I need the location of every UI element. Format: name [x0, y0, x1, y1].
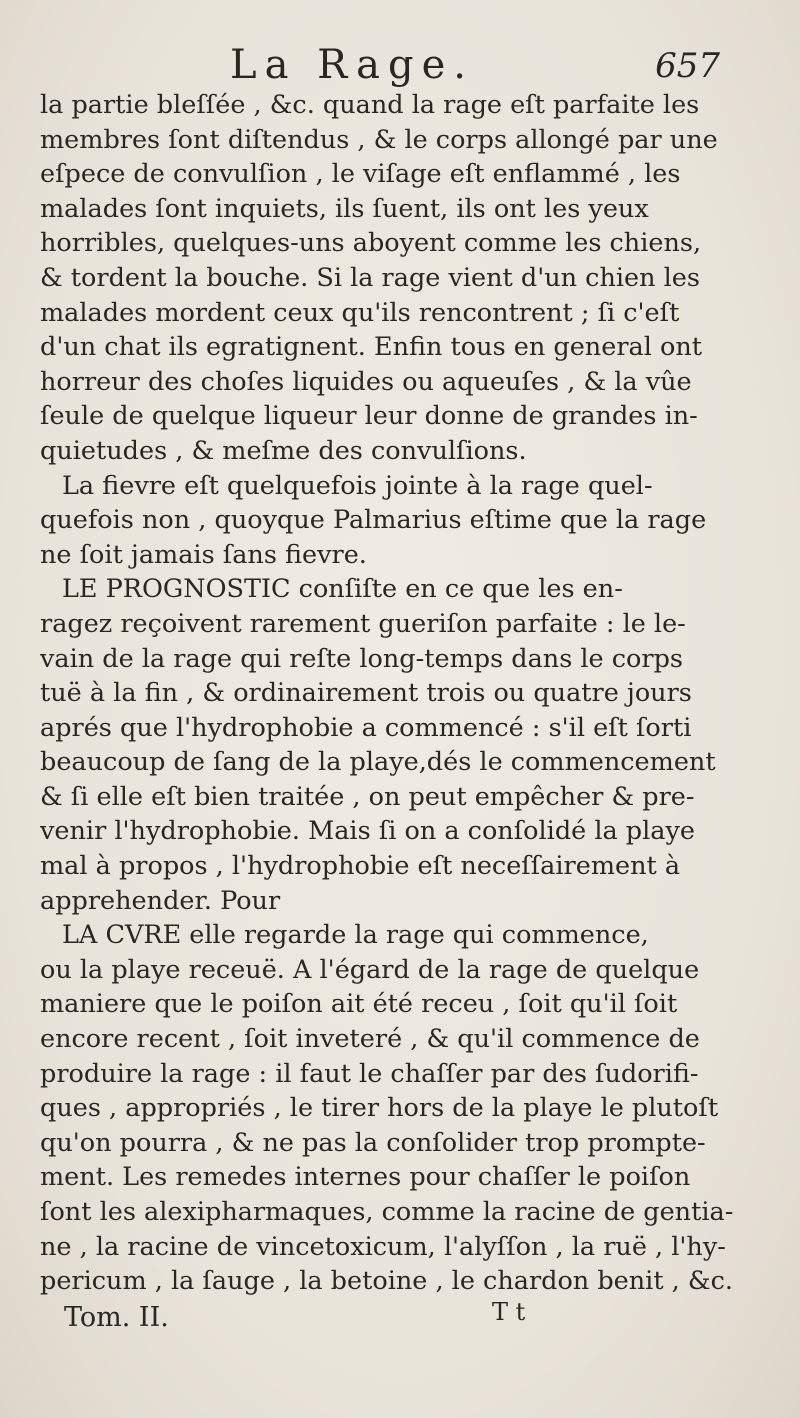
- text-line: maniere que le poiſon ait été receu , ſoit qu'il ſoit: [40, 989, 678, 1020]
- text-line: quietudes , & meſme des convulſions.: [40, 435, 527, 466]
- text-line: pericum , la ſauge , la betoine , le chardon benit , &c.: [40, 1266, 733, 1297]
- signature-mark: T t: [492, 1298, 526, 1326]
- text-line: encore recent , ſoit inveteré , & qu'il commence de: [40, 1024, 700, 1055]
- text-line: ragez reçoivent rarement gueriſon parfaite : le le-: [40, 608, 686, 639]
- text-line: malades ſont inquiets, ils ſuent, ils ont les yeux: [40, 193, 649, 224]
- text-line: horribles, quelques-uns aboyent comme les chiens,: [40, 228, 702, 259]
- text-line: horreur des choſes liquides ou aqueuſes , & la vûe: [40, 366, 692, 397]
- text-line: quefois non , quoyque Palmarius eſtime que la rage: [40, 505, 707, 536]
- text-line: ſont les alexipharmaques, comme la racine de gentia-: [40, 1197, 734, 1227]
- text-line: tuë à la fin , & ordinairement trois ou quatre jours: [40, 678, 692, 709]
- text-line: produire la rage : il faut le chaſſer par des ſudorifi-: [40, 1058, 699, 1089]
- text-line: apprehender. Pour: [40, 885, 281, 916]
- body-text: [40, 88, 760, 1299]
- text-line: LA CVRE elle regarde la rage qui commence,: [62, 920, 649, 951]
- text-line: venir l'hydrophobie. Mais ſi on a conſolidé la playe: [40, 816, 695, 847]
- text-line: ques , appropriés , le tirer hors de la playe le plutoſt: [40, 1093, 719, 1124]
- page-header: [120, 42, 760, 92]
- text-line: ou la playe receuë. A l'égard de la rage de quelque: [40, 954, 700, 985]
- page-footer: [64, 1298, 764, 1342]
- text-line: La fievre eſt quelquefois jointe à la rage quel-: [62, 470, 653, 501]
- text-line: ne ſoit jamais ſans fievre.: [40, 539, 367, 570]
- text-line: & tordent la bouche. Si la rage vient d'un chien les: [40, 262, 700, 293]
- text-line: d'un chat ils egratignent. Enfin tous en general ont: [40, 332, 702, 363]
- text-line: qu'on pourra , & ne pas la conſolider trop prompte-: [40, 1127, 706, 1158]
- text-line: aprés que l'hydrophobie a commencé : s'il eſt ſorti: [40, 712, 692, 743]
- text-line: ne , la racine de vincetoxicum, l'alyſſon , la ruë , l'hy-: [40, 1231, 726, 1262]
- text-line: malades mordent ceux qu'ils rencontrent ; ſi c'eſt: [40, 297, 680, 328]
- text-line: & ſi elle eſt bien traitée , on peut empêcher & pre-: [40, 781, 695, 812]
- text-line: eſpece de convulſion , le viſage eſt enflammé , les: [40, 159, 681, 190]
- text-line: ment. Les remedes internes pour chaſſer le poiſon: [40, 1162, 691, 1193]
- text-line: la partie bleſſée , &c. quand la rage eſt parfaite les: [40, 90, 700, 120]
- volume-label: Tom. II.: [64, 1302, 169, 1333]
- text-line: beaucoup de ſang de la playe,dés le commencement: [40, 747, 716, 778]
- text-line: membres ſont diſtendus , & le corps allongé par une: [40, 124, 718, 155]
- running-title: La Rage.: [230, 42, 474, 88]
- text-line: mal à propos , l'hydrophobie eſt neceſſairement à: [40, 851, 681, 882]
- page-number: 657: [655, 46, 720, 86]
- text-line: LE PROGNOSTIC conſiſte en ce que les en-: [62, 574, 623, 605]
- text-line: vain de la rage qui reſte long-temps dans le corps: [40, 643, 683, 674]
- text-line: ſeule de quelque liqueur leur donne de grandes in-: [40, 401, 698, 432]
